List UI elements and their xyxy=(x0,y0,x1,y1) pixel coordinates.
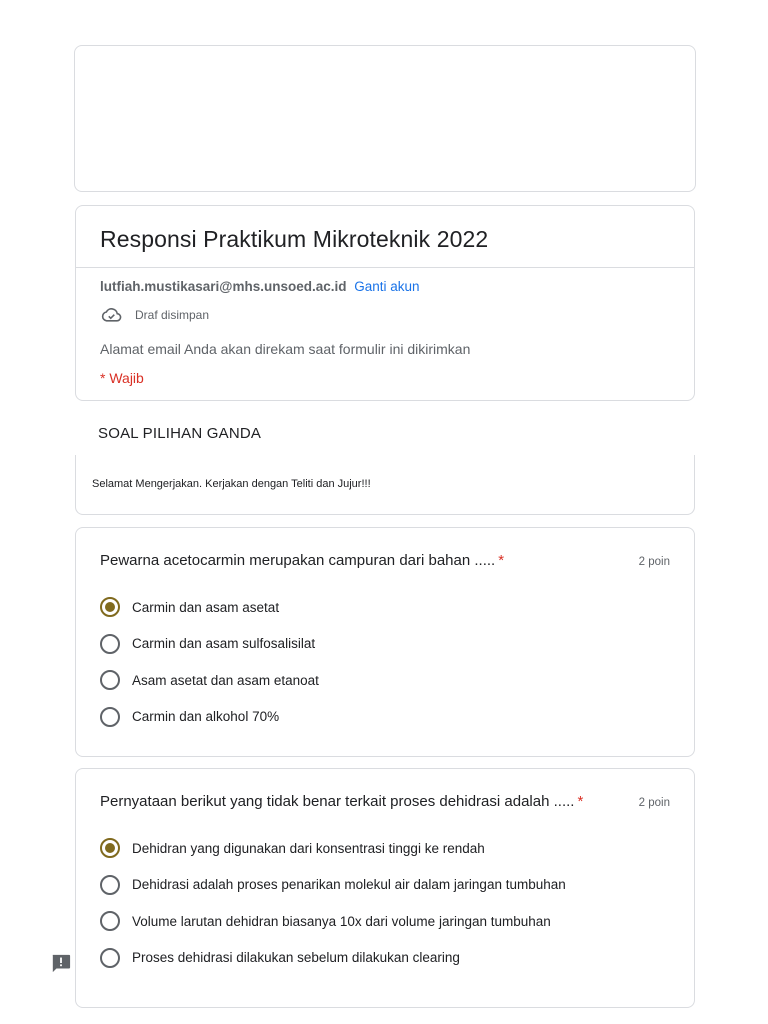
radio-group xyxy=(100,597,319,743)
option-label: Carmin dan alkohol 70% xyxy=(132,709,280,724)
question-label: Pewarna acetocarmin merupakan campuran dari bahan ..... xyxy=(100,552,496,569)
cloud-check-icon xyxy=(100,307,122,323)
radio-option[interactable] xyxy=(100,707,319,727)
option-label: Carmin dan asam asetat xyxy=(132,599,280,615)
radio-unchecked-icon[interactable] xyxy=(100,911,120,931)
radio-option[interactable] xyxy=(100,875,566,895)
section-title: SOAL PILIHAN GANDA xyxy=(98,425,262,442)
option-label: Proses dehidrasi dilakukan sebelum dilakukan clearing xyxy=(132,950,460,965)
radio-option[interactable] xyxy=(100,948,566,968)
question-points: 2 poin xyxy=(638,797,670,809)
option-label: Dehidrasi adalah proses penarikan molekul air dalam jaringan tumbuhan xyxy=(132,877,566,892)
account-email: lutfiah.mustikasari@mhs.unsoed.ac.id xyxy=(100,279,347,294)
form-header-banner xyxy=(74,45,696,192)
feedback-icon[interactable] xyxy=(50,953,72,973)
radio-option[interactable] xyxy=(100,911,566,931)
question-points: 2 poin xyxy=(638,556,670,568)
required-asterisk: * xyxy=(577,793,584,810)
radio-option[interactable] xyxy=(100,670,319,690)
radio-unchecked-icon[interactable] xyxy=(100,634,120,654)
form-title: Responsi Praktikum Mikroteknik 2022 xyxy=(100,226,489,252)
radio-unchecked-icon[interactable] xyxy=(100,670,120,690)
radio-group xyxy=(100,838,566,984)
option-label: Carmin dan asam sulfosalisilat xyxy=(132,636,316,651)
account-row xyxy=(100,279,420,294)
question-card xyxy=(75,527,695,757)
radio-unchecked-icon[interactable] xyxy=(100,707,120,727)
section-description: Selamat Mengerjakan. Kerjakan dengan Teliti dan Jujur!!! xyxy=(92,478,371,490)
option-label: Asam asetat dan asam etanoat xyxy=(132,672,319,688)
radio-option[interactable] xyxy=(100,597,319,617)
draft-status xyxy=(100,307,209,323)
question-text xyxy=(100,552,504,569)
header-divider xyxy=(76,267,694,268)
switch-account-link[interactable]: Ganti akun xyxy=(354,279,420,294)
radio-option[interactable] xyxy=(100,838,566,858)
draft-status-text: Draf disimpan xyxy=(135,308,210,322)
radio-checked-icon[interactable] xyxy=(100,838,120,858)
option-label: Volume larutan dehidran biasanya 10x dari volume jaringan tumbuhan xyxy=(132,913,551,929)
required-note: * Wajib xyxy=(100,370,144,386)
email-notice: Alamat email Anda akan direkam saat formulir ini dikirimkan xyxy=(100,341,471,357)
radio-unchecked-icon[interactable] xyxy=(100,948,120,968)
question-text xyxy=(100,793,583,810)
form-header-card xyxy=(75,205,695,401)
radio-unchecked-icon[interactable] xyxy=(100,875,120,895)
radio-checked-icon[interactable] xyxy=(100,597,120,617)
question-label: Pernyataan berikut yang tidak benar terkait proses dehidrasi adalah ..... xyxy=(100,793,575,810)
question-card xyxy=(75,768,695,1008)
section-card xyxy=(75,455,695,515)
option-label: Dehidran yang digunakan dari konsentrasi tinggi ke rendah xyxy=(132,840,485,856)
radio-option[interactable] xyxy=(100,634,319,654)
required-asterisk: * xyxy=(498,552,505,569)
